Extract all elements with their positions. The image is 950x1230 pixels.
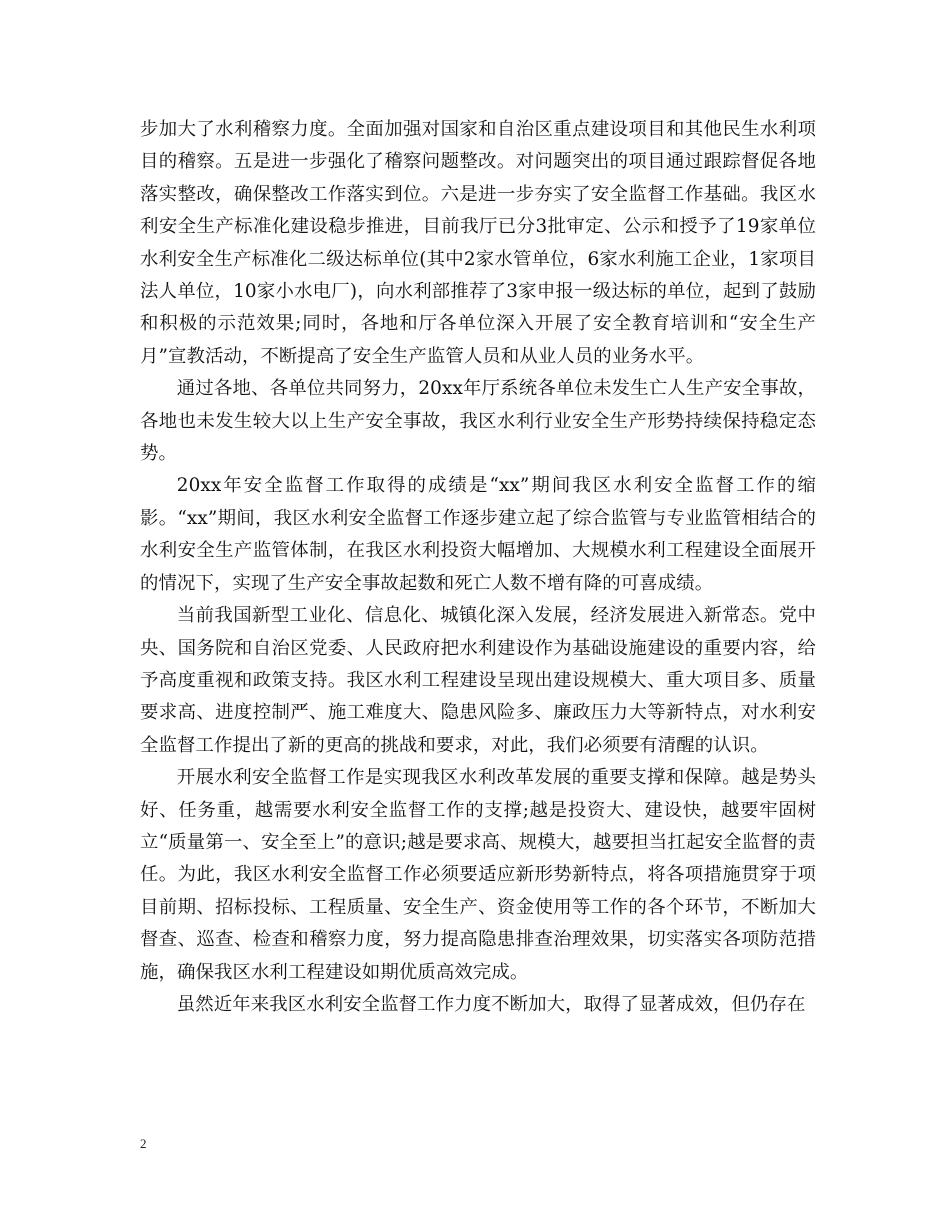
document-body bbox=[140, 114, 816, 1021]
paragraph-4: 当前我国新型工业化、信息化、城镇化深入发展，经济发展进入新常态。党中央、国务院和自治区党委、人民政府把水利建设作为基础设施建设的重要内容，给予高度重视和政策支持。我区水利工程建设呈现出建设规模大、重大项目多、质量要求高、进度控制严、施工难度大、隐患风险多、廉政压力大等新特点，对水利安全监督工作提出了新的更高的挑战和要求，对此，我们必须要有清醒的认识。 bbox=[140, 605, 816, 756]
paragraph-5: 开展水利安全监督工作是实现我区水利改革发展的重要支撑和保障。越是势头好、任务重，越需要水利安全监督工作的支撑;越是投资大、建设快，越要牢固树立“质量第一、安全至上”的意识;越是要求高、规模大，越要担当扛起安全监督的责任。为此，我区水利安全监督工作必须要适应新形势新特点，将各项措施贯穿于项目前期、招标投标、工程质量、安全生产、资金使用等工作的各个环节，不断加大督查、巡查、检查和稽察力度，努力提高隐患排查治理效果，切实落实各项防范措施，确保我区水利工程建设如期优质高效完成。 bbox=[140, 767, 816, 983]
paragraph-3: 20xx年安全监督工作取得的成绩是“xx”期间我区水利安全监督工作的缩影。“xx”期间，我区水利安全监督工作逐步建立起了综合监管与专业监管相结合的水利安全生产监管体制，在我区水利投资大幅增加、大规模水利工程建设全面展开的情况下，实现了生产安全事故起数和死亡人数不增有降的可喜成绩。 bbox=[140, 475, 816, 594]
paragraph-1: 步加大了水利稽察力度。全面加强对国家和自治区重点建设项目和其他民生水利项目的稽察。五是进一步强化了稽察问题整改。对问题突出的项目通过跟踪督促各地落实整改，确保整改工作落实到位。六是进一步夯实了安全监督工作基础。我区水利安全生产标准化建设稳步推进，目前我厅已分3批审定、公示和授予了19家单位水利安全生产标准化二级达标单位(其中2家水管单位，6家水利施工企业，1家项目法人单位，10家小水电厂)，向水利部推荐了3家申报一级达标的单位，起到了鼓励和积极的示范效果;同时，各地和厅各单位深入开展了安全教育培训和“安全生产月”宣教活动，不断提高了安全生产监管人员和从业人员的业务水平。 bbox=[140, 119, 816, 367]
paragraph-6: 虽然近年来我区水利安全监督工作力度不断加大，取得了显著成效，但仍存在 bbox=[176, 993, 806, 1015]
page-number: 2 bbox=[140, 1136, 147, 1151]
paragraph-2: 通过各地、各单位共同努力，20xx年厅系统各单位未发生亡人生产安全事故，各地也未发生较大以上生产安全事故，我区水利行业安全生产形势持续保持稳定态势。 bbox=[140, 378, 816, 465]
